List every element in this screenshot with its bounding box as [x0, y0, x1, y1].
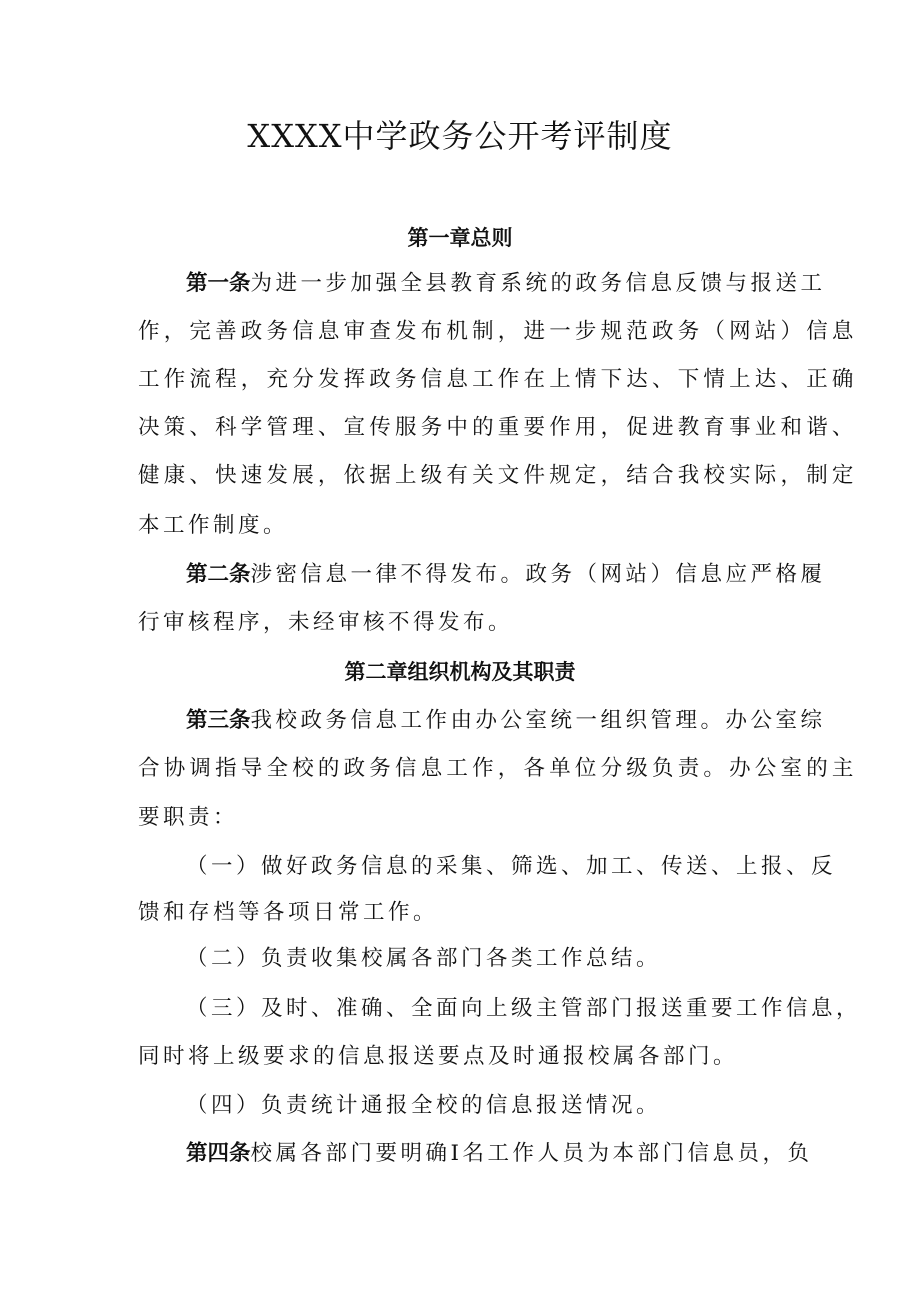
item-3-line-2: 同时将上级要求的信息报送要点及时通报校属各部门。 — [138, 1044, 739, 1069]
article-2-line-2: 行审核程序，未经审核不得发布。 — [138, 610, 514, 635]
article-4-label: 第四条 — [186, 1141, 251, 1166]
document-title: XXXX中学政务公开考评制度 — [247, 117, 673, 155]
article-3-label: 第三条 — [186, 708, 251, 733]
article-1-line-2: 作，完善政务信息审查发布机制，进一步规范政务（网站）信息 — [138, 319, 858, 344]
article-2-line-1 — [186, 559, 826, 591]
item-3-line-1: （三）及时、准确、全面向上级主管部门报送重要工作信息， — [186, 996, 862, 1021]
article-3-line-1 — [186, 705, 826, 737]
chapter-2-heading: 第二章组织机构及其职责 — [344, 660, 576, 684]
article-2-text-1: 涉密信息一律不得发布。政务（网站）信息应严格履 — [250, 562, 826, 587]
item-1-line-2: 馈和存档等各项日常工作。 — [138, 900, 439, 925]
article-3-text-1: 我校政务信息工作由办公室统一组织管理。办公室综 — [250, 708, 826, 733]
chapter-1-heading: 第一章总则 — [407, 226, 513, 250]
item-2: （二）负责收集校属各部门各类工作总结。 — [186, 946, 662, 971]
item-1-line-1: （一）做好政务信息的采集、筛选、加工、传送、上报、反 — [186, 854, 837, 879]
article-1-line-5: 健康、快速发展，依据上级有关文件规定，结合我校实际，制定 — [138, 463, 858, 488]
article-4-line-1 — [186, 1138, 813, 1170]
article-3-line-3: 要职责： — [138, 805, 239, 830]
article-1-line-3: 工作流程，充分发挥政务信息工作在上情下达、下情上达、正确 — [138, 367, 858, 392]
article-1-line-4: 决策、科学管理、宣传服务中的重要作用，促进教育事业和谐、 — [138, 415, 858, 440]
article-3-line-2: 合协调指导全校的政务信息工作，各单位分级负责。办公室的主 — [138, 756, 858, 781]
article-4-text-1: 校属各部门要明确I名工作人员为本部门信息员，负 — [250, 1141, 813, 1166]
article-2-label: 第二条 — [186, 562, 251, 587]
article-1-line-1 — [186, 268, 826, 300]
article-1-text-1: 为进一步加强全县教育系统的政务信息反馈与报送工 — [250, 271, 826, 296]
article-1-line-6: 本工作制度。 — [138, 513, 289, 538]
item-4: （四）负责统计通报全校的信息报送情况。 — [186, 1093, 662, 1118]
article-1-label: 第一条 — [186, 271, 251, 296]
